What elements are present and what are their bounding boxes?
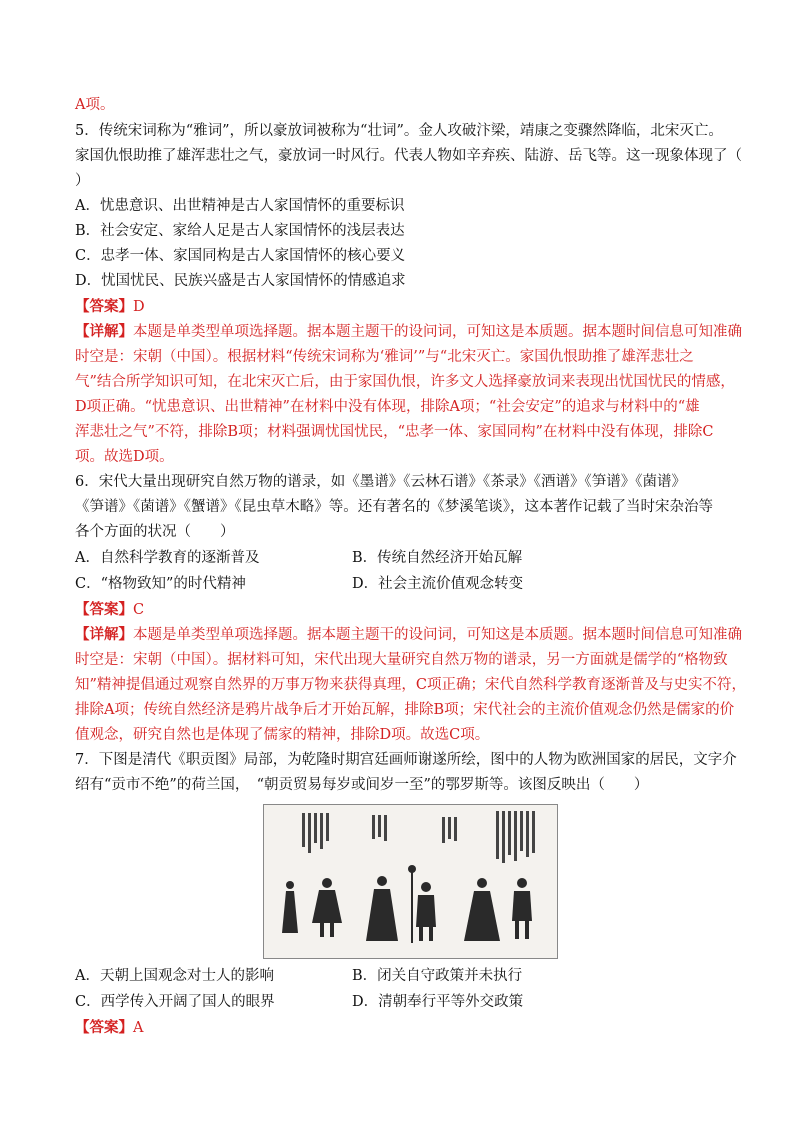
answer-tag: 【答案】: [75, 601, 133, 618]
q5-detail-line-6: 项。故选D项。: [75, 449, 174, 465]
q6-option-b: B．传统自然经济开始瓦解: [352, 550, 523, 566]
q7-option-d: D．清朝奉行平等外交政策: [352, 994, 524, 1010]
answer-tag: 【答案】: [75, 298, 133, 315]
q7-option-b: B．闭关自守政策并未执行: [352, 968, 523, 984]
answer-value: C: [133, 602, 145, 618]
prev-answer-tail: A项。: [75, 97, 115, 113]
q5-detail-line-5: 浑悲壮之气”不符，排除B项；材料强调忧国忧民，“忠孝一体、家国同构”在材料中没有体现，排除C: [75, 424, 714, 440]
answer-tag: 【答案】: [75, 1019, 133, 1036]
q5-detail-line-1: 【详解】本题是单类型单项选择题。据本题主题干的设问词，可知这是本质题。据本题时间信息可知准确: [75, 323, 742, 340]
q5-stem-line-1: 5．传统宋词称为“雅词”，所以豪放词被称为“壮词”。金人攻破汴梁，靖康之变骤然降临，北宋灭亡。: [75, 123, 723, 139]
zhigongtu-illustration: [263, 804, 558, 959]
q6-detail-line-2: 时空是：宋朝（中国）。据材料可知，宋代出现大量研究自然万物的谱录，另一方面就是儒学的“格物致: [75, 652, 728, 668]
q5-stem-line-2: 家国仇恨助推了雄浑悲壮之气，豪放词一时风行。代表人物如辛弃疾、陆游、岳飞等。这一现象体现了（: [75, 148, 742, 164]
q7-stem-line-1: 7．下图是清代《职贡图》局部，为乾隆时期宫廷画师谢遂所绘，图中的人物为欧洲国家的居民，文字介: [75, 752, 737, 768]
answer-value: D: [133, 299, 145, 315]
q5-stem-line-3: ）: [75, 173, 90, 189]
q6-detail-line-4: 排除A项；传统自然经济是鸦片战争后才开始瓦解，排除B项；宋代社会的主流价值观念仍然是儒家的价: [75, 702, 735, 718]
q6-detail-line-5: 值观念，研究自然也是体现了儒家的精神，排除D项。故选C项。: [75, 727, 490, 743]
q7-stem-line-2: 绍有“贡市不绝”的荷兰国， “朝贡贸易每岁或间岁一至”的鄂罗斯等。该图反映出（ ）: [75, 777, 649, 793]
q5-option-c: C．忠孝一体、家国同构是古人家国情怀的核心要义: [75, 248, 406, 264]
q6-option-c: C．“格物致知”的时代精神: [75, 576, 246, 592]
q7-answer: [75, 1019, 143, 1037]
q5-detail-line-4: D项正确。“忧患意识、出世精神”在材料中没有体现，排除A项；“社会安定”的追求与材料中的“雄: [75, 399, 700, 415]
q5-detail-line-2: 时空是：宋朝（中国）。根据材料“传统宋词称为‘雅词’”与“北宋灭亡。家国仇恨助推了雄浑悲壮之: [75, 349, 694, 365]
detail-tag: 【详解】: [75, 626, 133, 643]
q7-option-c: C．西学传入开阔了国人的眼界: [75, 994, 275, 1010]
q6-option-a: A．自然科学教育的逐渐普及: [75, 550, 260, 566]
answer-value: A: [133, 1020, 144, 1036]
q6-detail-line-3: 知”精神提倡通过观察自然界的万事万物来获得真理，C项正确；宋代自然科学教育逐渐普及与史实不符，: [75, 677, 747, 693]
q5-option-b: B．社会安定、家给人足是古人家国情怀的浅层表达: [75, 223, 405, 239]
q5-answer: [75, 298, 145, 316]
q6-stem-line-2: 《笋谱》《菌谱》《蟹谱》《昆虫草木略》等。还有著名的《梦溪笔谈》，这本著作记载了当时宋杂治等: [75, 499, 713, 515]
q5-option-d: D．忧国忧民、民族兴盛是古人家国情怀的情感追求: [75, 273, 406, 289]
q6-stem-line-1: 6．宋代大量出现研究自然万物的谱录，如《墨谱》《云林石谱》《茶录》《酒谱》《笋谱》《菌谱》: [75, 474, 686, 490]
q7-option-a: A．天朝上国观念对士人的影响: [75, 968, 274, 984]
q5-option-a: A．忧患意识、出世精神是古人家国情怀的重要标识: [75, 198, 405, 214]
q6-detail-line-1: 【详解】本题是单类型单项选择题。据本题主题干的设问词，可知这是本质题。据本题时间信息可知准确: [75, 626, 742, 643]
q5-detail-line-3: 气”结合所学知识可知，在北宋灭亡后，由于家国仇恨，许多文人选择豪放词来表现出忧国忧民的情感，: [75, 374, 735, 390]
q6-stem-line-3: 各个方面的状况（ ）: [75, 524, 235, 540]
q6-option-d: D．社会主流价值观念转变: [352, 576, 524, 592]
q6-answer: [75, 601, 144, 619]
detail-tag: 【详解】: [75, 323, 133, 340]
